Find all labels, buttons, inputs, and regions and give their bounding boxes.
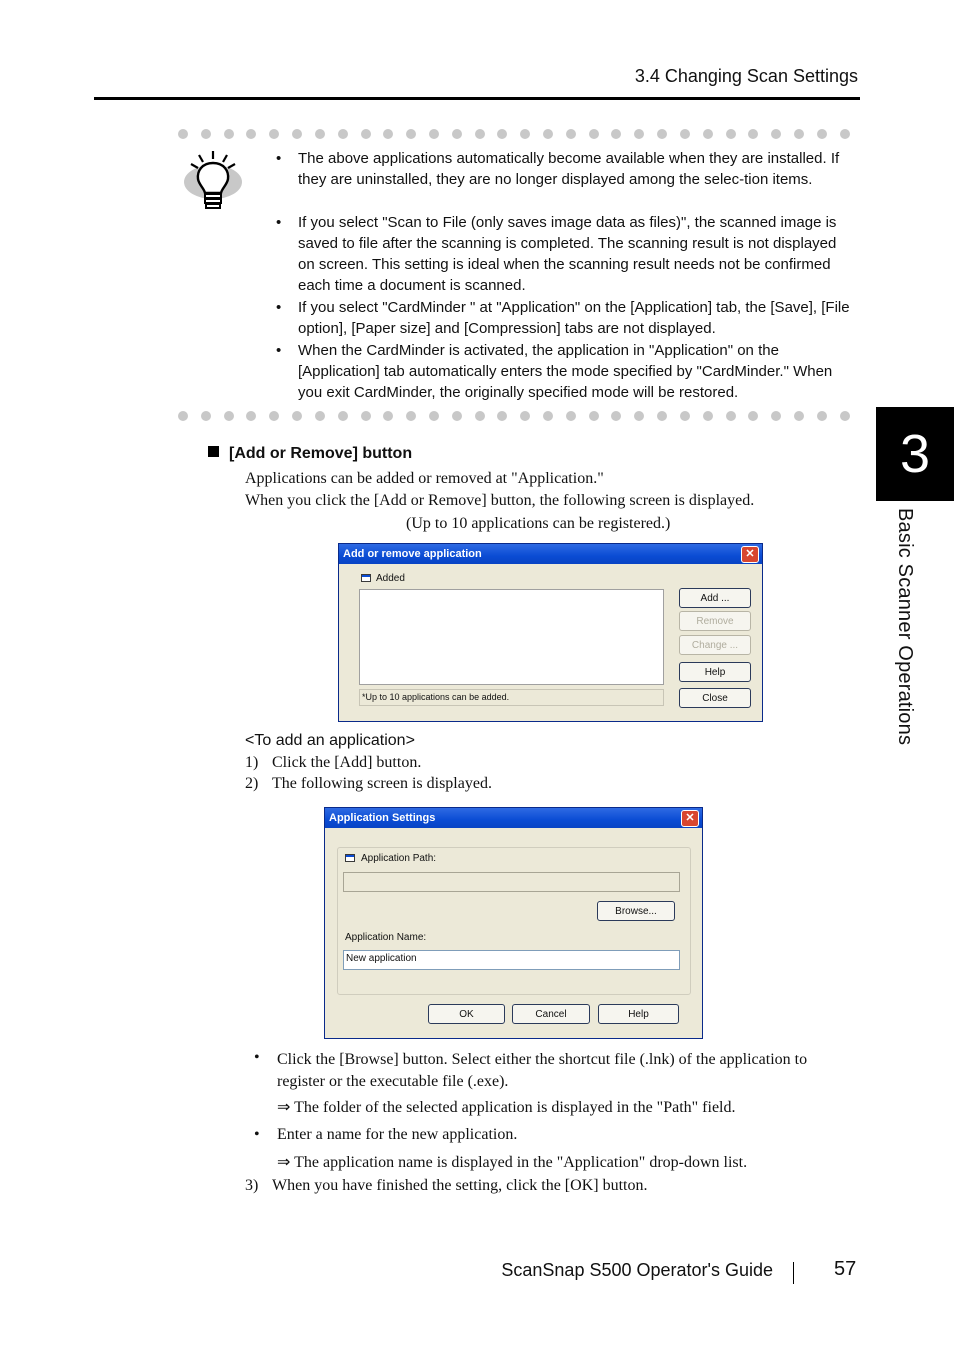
separator-dot — [475, 411, 485, 421]
separator-dot — [201, 411, 211, 421]
window-icon — [345, 854, 355, 862]
separator-dot — [748, 129, 758, 139]
chapter-number-tab: 3 — [876, 407, 954, 501]
separator-dot — [338, 129, 348, 139]
separator-dot — [178, 129, 188, 139]
separator-dot — [634, 129, 644, 139]
name-label: Application Name: — [345, 932, 427, 943]
separator-dot — [224, 129, 234, 139]
separator-dot — [269, 411, 279, 421]
close-icon[interactable]: ✕ — [681, 810, 699, 827]
footer-divider — [793, 1262, 794, 1284]
separator-dot — [224, 411, 234, 421]
add-remove-dialog — [338, 543, 763, 722]
step-1-number: 1) — [245, 754, 259, 771]
path-field[interactable] — [343, 872, 680, 892]
step-3-number: 3) — [245, 1177, 259, 1194]
hint-note-1: • The above applications automatically become available when they are installed. If they are uninstalled, they are no longer displayed among the selec-tion items. — [276, 148, 852, 190]
separator-dot — [383, 129, 393, 139]
separator-dot — [680, 411, 690, 421]
separator-dot — [657, 129, 667, 139]
separator-dot — [634, 411, 644, 421]
header-rule — [94, 97, 860, 100]
separator-dot — [771, 411, 781, 421]
separator-dot — [201, 129, 211, 139]
bullet-2-result: ⇒ The application name is displayed in the "Application" drop-down list. — [277, 1154, 748, 1171]
separator-dot — [611, 411, 621, 421]
browse-button[interactable]: Browse... — [597, 901, 675, 921]
separator-dot — [269, 129, 279, 139]
separator-dot — [703, 411, 713, 421]
added-list[interactable] — [359, 589, 664, 685]
cancel-button[interactable]: Cancel — [512, 1004, 590, 1024]
remove-button[interactable]: Remove — [679, 611, 751, 631]
step-3-text: When you have finished the setting, click the [OK] button. — [272, 1177, 648, 1194]
ok-button[interactable]: OK — [428, 1004, 505, 1024]
separator-dot — [657, 411, 667, 421]
help-button[interactable]: Help — [679, 662, 751, 682]
step-1-text: Click the [Add] button. — [272, 754, 422, 771]
status-text: *Up to 10 applications can be added. — [359, 689, 664, 706]
separator-dot — [817, 129, 827, 139]
separator-dot — [520, 411, 530, 421]
section-line-2: When you click the [Add or Remove] button, the following screen is displayed. — [245, 492, 755, 509]
separator-dot — [338, 411, 348, 421]
separator-dot — [840, 411, 850, 421]
separator-dot — [361, 129, 371, 139]
hint-note-text: When the CardMinder is activated, the application in "Application" on the [Application] tab automatically enters the mode specified by "CardMinder." When you exit CardMinder, the originally specified mode will be restored. — [298, 342, 833, 401]
hint-note-text: If you select "CardMinder " at "Application" on the [Application] tab, the [Save], [File option], [Paper size] and [Compression] tabs are not displayed. — [298, 299, 850, 337]
separator-dot — [292, 129, 302, 139]
hint-note-4: • When the CardMinder is activated, the application in "Application" on the [Application] tab automatically enters the mode specified by "CardMinder." When you exit CardMinder, the originally specified mode will be restored. — [276, 340, 852, 403]
separator-dot — [429, 129, 439, 139]
separator-dot — [383, 411, 393, 421]
dialog-titlebar — [325, 808, 702, 828]
chapter-title: Basic Scanner Operations — [894, 508, 916, 746]
window-icon — [361, 574, 371, 582]
procedure-heading: <To add an application> — [245, 732, 415, 749]
separator-dot — [361, 411, 371, 421]
separator-dot — [703, 129, 713, 139]
add-button[interactable]: Add ... — [679, 588, 751, 608]
bullet-dot: • — [254, 1049, 260, 1066]
separator-dot — [178, 411, 188, 421]
separator-dot — [817, 411, 827, 421]
separator-dot — [315, 411, 325, 421]
step-2-number: 2) — [245, 775, 259, 792]
dialog-titlebar — [339, 544, 762, 564]
section-heading-text: [Add or Remove] button — [229, 445, 413, 462]
separator-dot — [680, 129, 690, 139]
dialog-title: Application Settings — [329, 812, 436, 824]
close-icon[interactable]: ✕ — [741, 546, 759, 563]
separator-dot — [611, 129, 621, 139]
hint-note-2: • If you select "Scan to File (only saves image data as files)", the scanned image is saved to file after the scanning is completed. The scanning result is not displayed on screen. This setting is ideal when the scanning result needs not be confirmed each time a document is scanned. — [276, 212, 852, 296]
footer-guide-title: ScanSnap S500 Operator's Guide — [501, 1260, 773, 1280]
separator-dot — [246, 129, 256, 139]
path-label: Application Path: — [361, 853, 437, 864]
added-label: Added — [376, 573, 405, 584]
application-name-field[interactable]: New application — [343, 950, 680, 970]
hint-note-3: • If you select "CardMinder " at "Application" on the [Application] tab, the [Save], [File option], [Paper size] and [Compression] tabs are not displayed. — [276, 297, 852, 339]
separator-dot — [794, 411, 804, 421]
change-button[interactable]: Change ... — [679, 635, 751, 655]
separator-dot — [497, 129, 507, 139]
dotted-separator-bottom — [178, 411, 850, 423]
bullet-1-text: Click the [Browse] button. Select either the shortcut file (.lnk) of the application to register or the executable file (.exe). — [277, 1051, 808, 1090]
bullet-2-text: Enter a name for the new application. — [277, 1126, 518, 1143]
separator-dot — [452, 411, 462, 421]
chapter-side-title — [893, 508, 919, 778]
hint-note-text: The above applications automatically become available when they are installed. If they are uninstalled, they are no longer displayed among the selec-tion items. — [298, 150, 840, 188]
separator-dot — [406, 411, 416, 421]
help-button[interactable]: Help — [598, 1004, 679, 1024]
lightbulb-hint-icon — [182, 149, 244, 211]
dotted-separator-top — [178, 129, 850, 141]
separator-dot — [589, 129, 599, 139]
settings-group — [337, 847, 691, 995]
separator-dot — [315, 129, 325, 139]
running-header: 3.4 Changing Scan Settings — [634, 66, 858, 86]
close-button[interactable]: Close — [679, 688, 751, 708]
separator-dot — [726, 411, 736, 421]
section-line-3: (Up to 10 applications can be registered.) — [406, 515, 671, 532]
separator-dot — [726, 129, 736, 139]
separator-dot — [840, 129, 850, 139]
square-bullet-icon — [208, 446, 219, 457]
section-line-1: Applications can be added or removed at "Application." — [245, 470, 604, 487]
dialog-title: Add or remove application — [343, 548, 482, 560]
hint-note-text: If you select "Scan to File (only saves image data as files)", the scanned image is saved to file after the scanning is completed. The scanning result is not displayed on screen. This setting is ideal when the scanning result needs not be confirmed each time a document is scanned. — [298, 214, 837, 294]
separator-dot — [520, 129, 530, 139]
step-2-text: The following screen is displayed. — [272, 775, 492, 792]
separator-dot — [771, 129, 781, 139]
separator-dot — [794, 129, 804, 139]
separator-dot — [497, 411, 507, 421]
separator-dot — [589, 411, 599, 421]
separator-dot — [566, 129, 576, 139]
separator-dot — [543, 129, 553, 139]
separator-dot — [475, 129, 485, 139]
separator-dot — [452, 129, 462, 139]
section-heading — [208, 445, 412, 463]
separator-dot — [429, 411, 439, 421]
separator-dot — [406, 129, 416, 139]
separator-dot — [246, 411, 256, 421]
bullet-1-result: ⇒ The folder of the selected application is displayed in the "Path" field. — [277, 1099, 736, 1116]
page-number: 57 — [834, 1258, 857, 1280]
separator-dot — [292, 411, 302, 421]
separator-dot — [543, 411, 553, 421]
bullet-dot: • — [254, 1126, 260, 1143]
separator-dot — [566, 411, 576, 421]
application-settings-dialog — [324, 807, 703, 1039]
separator-dot — [748, 411, 758, 421]
